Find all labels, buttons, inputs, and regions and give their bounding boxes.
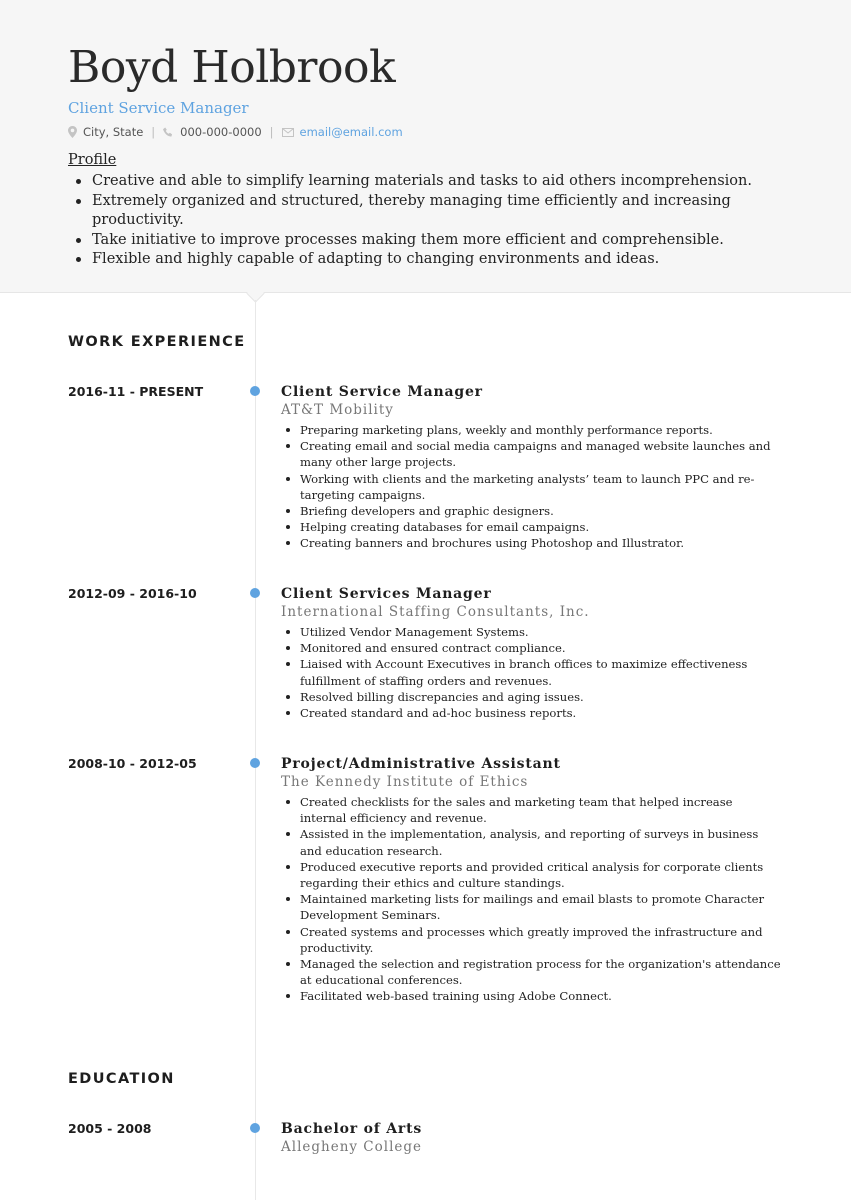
work-entry bbox=[281, 755, 781, 1005]
degree-title: Bachelor of Arts bbox=[281, 1121, 423, 1137]
contact-location: City, State bbox=[83, 125, 144, 139]
job-duty: Creating banners and brochures using Photoshop and Illustrator. bbox=[281, 535, 781, 551]
candidate-name: Boyd Holbrook bbox=[68, 42, 396, 93]
work-experience-heading: WORK EXPERIENCE bbox=[68, 334, 246, 350]
timeline-dot bbox=[250, 386, 260, 396]
job-duties bbox=[281, 422, 781, 552]
job-duty: Created checklists for the sales and marketing team that helped increase internal efficiency and revenue. bbox=[281, 794, 781, 826]
job-duty: Briefing developers and graphic designers. bbox=[281, 503, 781, 519]
job-duty: Created systems and processes which greatly improved the infrastructure and productivity. bbox=[281, 924, 781, 956]
school-name: Allegheny College bbox=[281, 1139, 423, 1155]
contact-divider: | bbox=[151, 125, 156, 139]
email-icon bbox=[282, 128, 294, 137]
contact-divider: | bbox=[269, 125, 274, 139]
profile-item: Take initiative to improve processes making them more efficient and comprehensible. bbox=[74, 231, 754, 251]
work-entry bbox=[281, 383, 781, 552]
location-pin-icon bbox=[68, 126, 77, 138]
education-entry bbox=[281, 1120, 781, 1159]
job-company: The Kennedy Institute of Ethics bbox=[281, 774, 529, 790]
job-duty: Utilized Vendor Management Systems. bbox=[281, 624, 781, 640]
work-date: 2012-09 - 2016-10 bbox=[68, 586, 197, 601]
profile-heading: Profile bbox=[68, 152, 117, 168]
job-duties bbox=[281, 794, 781, 1005]
job-duty: Monitored and ensured contract compliance. bbox=[281, 640, 781, 656]
profile-item: Extremely organized and structured, thereby managing time efficiently and increasing productivity. bbox=[74, 192, 754, 231]
job-duty: Facilitated web-based training using Adobe Connect. bbox=[281, 988, 781, 1004]
candidate-role: Client Service Manager bbox=[68, 99, 249, 117]
job-company: International Staffing Consultants, Inc. bbox=[281, 604, 590, 620]
contact-email[interactable]: email@email.com bbox=[299, 125, 403, 139]
job-title: Client Services Manager bbox=[281, 586, 492, 602]
timeline-dot bbox=[250, 758, 260, 768]
contact-phone: 000-000-0000 bbox=[180, 125, 262, 139]
job-duty: Produced executive reports and provided critical analysis for corporate clients regarding their ethics and culture standings. bbox=[281, 859, 781, 891]
job-duty: Assisted in the implementation, analysis, and reporting of surveys in business and education research. bbox=[281, 826, 781, 858]
profile-list bbox=[74, 172, 754, 270]
job-duty: Managed the selection and registration process for the organization's attendance at educational conferences. bbox=[281, 956, 781, 988]
job-duty: Created standard and ad-hoc business reports. bbox=[281, 705, 781, 721]
education-heading: EDUCATION bbox=[68, 1071, 175, 1087]
job-duty: Preparing marketing plans, weekly and monthly performance reports. bbox=[281, 422, 781, 438]
job-duty: Creating email and social media campaigns and managed website launches and many other large projects. bbox=[281, 438, 781, 470]
education-date: 2005 - 2008 bbox=[68, 1121, 152, 1136]
work-entry bbox=[281, 585, 781, 721]
timeline-line bbox=[255, 300, 256, 1200]
job-duty: Resolved billing discrepancies and aging issues. bbox=[281, 689, 781, 705]
profile-item: Creative and able to simplify learning materials and tasks to aid others incomprehension. bbox=[74, 172, 754, 192]
job-duty: Working with clients and the marketing analysts’ team to launch PPC and re-targeting campaigns. bbox=[281, 471, 781, 503]
job-title: Client Service Manager bbox=[281, 384, 483, 400]
job-company: AT&T Mobility bbox=[281, 402, 394, 418]
job-duty: Helping creating databases for email campaigns. bbox=[281, 519, 781, 535]
phone-icon bbox=[163, 127, 174, 138]
job-duties bbox=[281, 624, 781, 721]
timeline-dot bbox=[250, 588, 260, 598]
work-date: 2008-10 - 2012-05 bbox=[68, 756, 197, 771]
work-date: 2016-11 - PRESENT bbox=[68, 384, 204, 399]
job-duty: Liaised with Account Executives in branch offices to maximize effectiveness fulfillment of staffing orders and revenues. bbox=[281, 656, 781, 688]
timeline-dot bbox=[250, 1123, 260, 1133]
profile-item: Flexible and highly capable of adapting to changing environments and ideas. bbox=[74, 250, 754, 270]
contact-line bbox=[68, 124, 403, 140]
job-title: Project/Administrative Assistant bbox=[281, 756, 561, 772]
job-duty: Maintained marketing lists for mailings and email blasts to promote Character Development Seminars. bbox=[281, 891, 781, 923]
